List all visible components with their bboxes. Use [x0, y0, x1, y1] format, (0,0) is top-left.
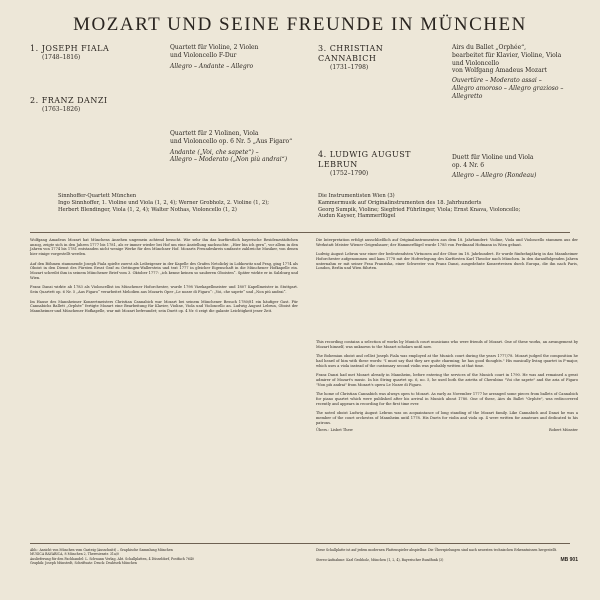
composer-dates: (1752–1790): [330, 170, 369, 177]
work-line: Airs du Ballet „Orphée“,: [452, 44, 527, 51]
ensemble-members: Georg Sumpik, Violine; Siegfried Führlinger, Viola; Ernst Knava, Violoncello;: [318, 206, 521, 213]
notes-paragraph: Auf den Böhmen stammende Joseph Fiala spielte zuerst als Leibeigener in der Kapelle des Grafen Netolický in Lobkowitz und Prag, ging 1774 als Oboist in den Dienst des Fürsten Ernst Graf zu Oettingen-Wallerstein und trat 1777 in gleicher Eigenschaft in die Münchener Hofkapelle ein. Mozart schreibt ihm in seinem Münchener Brief vom 3. Oktober 1777: „ich kenne keinen so sauberen Oboisten“. Später wirkte er in Salzburg und Wien.: [30, 261, 298, 280]
work-line: Duett für Violine und Viola: [452, 154, 534, 161]
footer-credits: Abb.: Ansicht von München vom Gasteig (Ausschnitt) – Graphische Sammlung München MUSICA BAVARICA, 8 München 2, Theresienstr. 31a/0 Auslieferung für den Fachhandel: L. Schwann Verlag, Abt. Schallplatten, 4 Düsseldorf, Postfach 7640 Graphik: Joseph Münstedt, Schriftsatz: Druck: Drahtsek München: [30, 548, 194, 565]
notes-paragraph: Wolfgang Amadeus Mozart hat Münchens Ansehen ungemein achtend besucht. Wie sehr ihn das kurfürstlich bayerische Residenzstädtchen anzog, zeigte sich in den Jahren 1777 bis 1781, als er immer wieder bei Hof um eine Anstellung nachsuchte. „Hier bin ich gern“, vor allem in den Jahren von 1774 bis 1781 entstanden nicht wenige Werke für den Münchner Hof. Mozarts Freundeskreis umfasste zahlreiche Musiker, von denen hier einige vorgestellt werden.: [30, 238, 298, 257]
notes-paragraph: The Bohemian oboist and cellist Joseph Fiala was employed at the Munich court during the years 1777/78. Mozart judged the composition he had heard of him with these words: "I must say that they are quite charming; he has good thoughts." His musically living quartet in F-major, which uses a viola instead of the customary second violin was probably written at that time.: [316, 354, 578, 368]
work-movements: Allegro – Allegro (Rondeau): [452, 171, 537, 179]
footer-info: [316, 548, 578, 564]
ensemble-name: Die Instrumentisten Wien (3): [318, 193, 395, 199]
ensemble-members: Kammermusik auf Originalinstrumenten des 18. Jahrhunderts: [318, 199, 482, 206]
notes-paragraph: The noted oboist Ludwig August Lebrun was on acquaintance of long standing of the Mozart family. Like Cannabich and Danzi he was a member of the court orchestra of Mannheim until 1778. His Duets for violin and viola op. 4 were written for amateurs and dedicated to his patrons.: [316, 411, 578, 425]
work-movements: Allegro amoroso – Allegro grazioso –: [452, 84, 564, 92]
work-line: Quartett für Violine, 2 Violen: [170, 44, 259, 51]
composer-name: LUDWIG AUGUST LEBRUN: [318, 150, 412, 169]
works-lebrun: [452, 154, 577, 179]
composer-dates: (1763–1826): [42, 106, 81, 113]
notes-paragraph: The home of Christian Cannabich was always open to Mozart. As early as November 1777 he arranged some pieces from ballets of Cannabich for piano quartet which were published after his arrival in Munich about 1780. One of these, Airs du Ballet "Orphée", was rediscovered recently and appears in recording for the first time ever.: [316, 392, 578, 406]
author-signature: Robert Münster: [548, 428, 578, 433]
composer-name: CHRISTIAN CANNABICH: [318, 44, 384, 63]
performers-sinnhoffer: [58, 193, 308, 213]
work-line: Quartett für 2 Violinen, Viola: [170, 130, 259, 137]
footer-divider: [30, 543, 570, 544]
composer-cannabich: [318, 44, 428, 71]
composer-danzi: [30, 96, 170, 113]
work-line: von Wolfgang Amadeus Mozart: [452, 67, 547, 75]
composer-dates: (1731–1798): [330, 64, 369, 71]
notes-paragraph: Die Interpretation erfolgt ausschließlich auf Originalinstrumenten aus dem 18. Jahrhundert: Violine, Viola und Violoncello stammen aus der Werkstatt Meister Wiener Geigenbauer; der Hammerflügel wurde 1785 von Ferdinand Hofmann in Wien gebaut.: [316, 238, 578, 247]
work-movements: Ouvertüre – Moderato assai –: [452, 77, 542, 85]
ensemble-members: Herbert Blendinger, Viola (1, 2, 4); Walter Nothas, Violoncello (1, 2): [58, 206, 237, 213]
composer-name: FRANZ DANZI: [41, 96, 108, 105]
work-movements: Andante („Voi, che sapete“) –: [170, 148, 259, 156]
notes-paragraph: Franz Danzi wirkte ab 1783 als Violoncellist im Münchener Hoforchester, wurde 1798 Vizekapellmeister und 1807 Kapellmeister in Stuttgart. Sein Quartett op. 6 Nr. 5 „Aus Figaro“ verarbeitet Melodien aus Mozarts Oper „Le nozze di Figaro“: „Voi, che sapete“ und „Non più andrai“.: [30, 285, 298, 295]
work-movements: Allegro – Andante – Allegro: [170, 62, 254, 70]
work-line: op. 4 Nr. 6: [452, 161, 485, 169]
composer-number: 2.: [30, 96, 39, 105]
works-cannabich: [452, 44, 577, 101]
work-line: bearbeitet für Klavier, Violine, Viola: [452, 51, 562, 59]
footer-bottom-line: [316, 557, 578, 564]
composer-number: 4.: [318, 150, 327, 159]
ensemble-members: Ingo Sinnhoffer, 1. Violine und Viola (1, 2, 4); Werner Grobholz, 2. Violine (1, 2);: [58, 199, 269, 206]
work-movements: Allegretto: [452, 92, 483, 100]
notes-paragraph: Franz Danzi had met Mozart already in Mannheim, before entering the services of the Munich court in 1790. He was and remained a great admirer of Mozart's music. In his String quartet op. 6, no. 5, he used both the arietta of Cherubino "Voi che sapete" and the aria of Figaro "Non più andrai" from Mozart's opera Le Nozze di Figaro.: [316, 373, 578, 387]
notes-paragraph: This recording contains a selection of works by Munich court musicians who were friends of Mozart. One of these works, an arrangement by Mozart himself, was unknown to the Mozart scholars until now.: [316, 340, 578, 349]
composer-fiala: [30, 44, 170, 61]
notes-paragraph: Im Hause des Mannheimer Konzertmeisters Christian Cannabich war Mozart bei seinem Münchener Besuch 1780/81 ein häufiger Gast. Für Cannabichs Ballett „Orphée“ fertigte Mozart eine Bearbeitung für Klavier, Violine, Viola und Violoncello an. Ludwig August Lebrun, Oboist der Mannheimer und Münchener Hofkapelle, war mit Mozart befreundet; sein Duett op. 4 Nr. 6 zeigt die galante Leichtigkeit jener Zeit.: [30, 299, 298, 314]
divider: [30, 232, 570, 233]
ensemble-members: Audun Kayser, Hammerflügel: [318, 213, 396, 220]
works-danzi: [170, 130, 315, 164]
playback-note: Diese Schallplatte ist auf jedem modernen Plattenspieler abspielbar. Die Überspielungen sind nach neuesten technischen Erkenntnissen hergestellt.: [316, 548, 557, 552]
work-line: und Violoncello op. 6 Nr. 5 „Aus Figaro“: [170, 137, 293, 145]
composer-lebrun: [318, 150, 448, 177]
page-title: MOZART UND SEINE FREUNDE IN MÜNCHEN: [73, 14, 527, 35]
ensemble-name: Sinnhoffer-Quartett München: [58, 193, 137, 199]
work-movements: Allegro – Moderato („Non più andrai“): [170, 156, 288, 164]
liner-notes-english: [316, 340, 578, 433]
translator: Übers.: Lisbet Thew: [316, 428, 353, 433]
composer-dates: (1748–1816): [42, 54, 81, 61]
liner-notes-german-right: [316, 238, 578, 271]
composer-number: 1.: [30, 44, 39, 53]
credits-line: [316, 428, 578, 433]
composer-name: JOSEPH FIALA: [41, 44, 110, 53]
liner-notes-german-left: [30, 238, 298, 314]
work-line: und Violoncello F-Dur: [170, 51, 237, 59]
notes-paragraph: Ludwig August Lebrun war einer der bedeutendsten Virtuosen auf der Oboe im 18. Jahrhundert. Er wurde fünfzehnjährig in das Mannheimer Hoforchester aufgenommen und kam 1778 mit der Hofverlegung des Kurfürsten Karl Theodor nach München. In den darauffolgenden Jahren unternahm er mit seiner Frau Franziska, einer Schwester von Franz Danzi, ausgedehnte Konzertreisen durch Europa, die ihn nach Paris, London, Berlin und Wien führten.: [316, 252, 578, 271]
work-line: und Violoncello: [452, 59, 499, 67]
composer-number: 3.: [318, 44, 327, 53]
recording-credit: Stereo-Aufnahme: Karl Grobholz, München (1, 2, 4), Bayerischer Rundfunk (3): [316, 558, 444, 563]
catalog-number: MB 901: [560, 557, 578, 564]
performers-instrumentisten: [318, 193, 578, 220]
works-fiala: [170, 44, 310, 70]
